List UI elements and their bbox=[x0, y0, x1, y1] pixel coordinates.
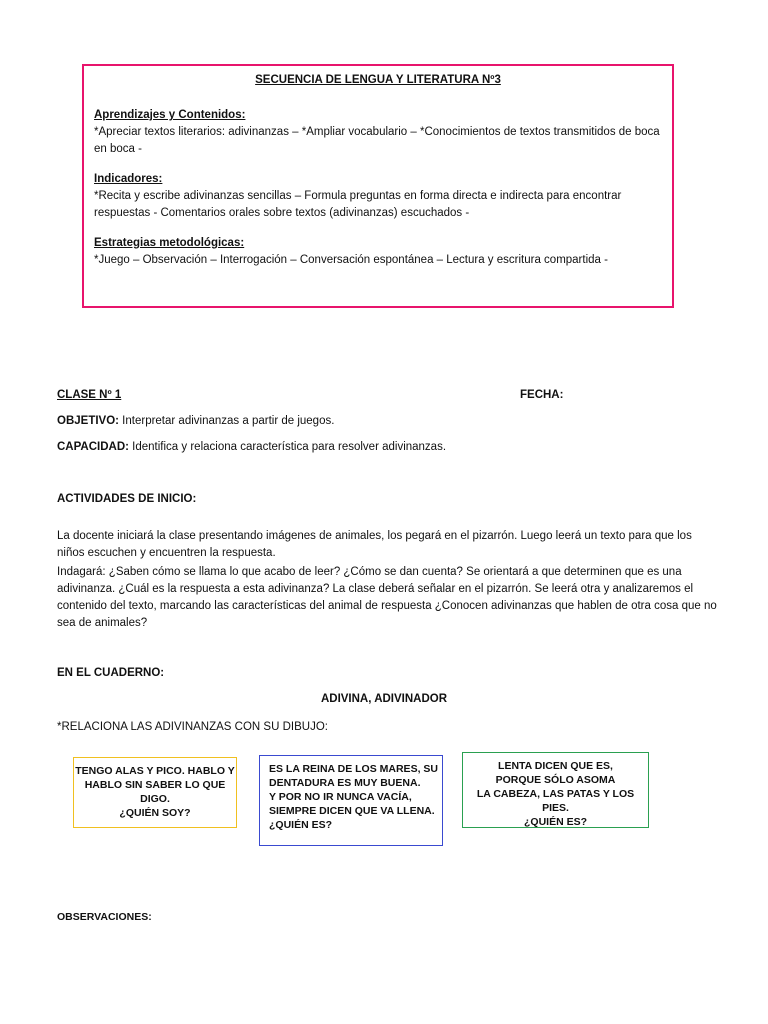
riddle-line: ES LA REINA DE LOS MARES, SU bbox=[269, 763, 438, 775]
start-activities-paragraph-2: Indagará: ¿Saben cómo se llama lo que acabo de leer? ¿Cómo se dan cuenta? Se orientará a que determinen que es una adivinanza. ¿Cuál es la respuesta a esta adivinanza? La clase deberá señalar en el pizarrón. Se leerá otra y analizaremos el contenido del texto, marcando las características del animal de respuesta ¿Conocen adivinanzas que hablen de otra cosa que no sea de animales? bbox=[57, 566, 717, 629]
riddle-line: ¿QUIÉN SOY? bbox=[119, 807, 191, 819]
strategies-heading: Estrategias metodológicas: bbox=[94, 237, 245, 249]
riddle-line: LENTA DICEN QUE ES, bbox=[498, 760, 613, 772]
riddle-box-turtle bbox=[462, 752, 649, 828]
class-label: CLASE Nº 1 bbox=[57, 389, 122, 401]
objective-label: OBJETIVO: bbox=[57, 415, 119, 427]
riddle-line: HABLO SIN SABER LO QUE bbox=[84, 779, 226, 791]
header-box bbox=[82, 64, 674, 308]
riddle-box-parrot bbox=[73, 757, 237, 828]
objective-text: Interpretar adivinanzas a partir de juegos. bbox=[118, 415, 335, 427]
capacity-label: CAPACIDAD: bbox=[57, 441, 129, 453]
start-activities-paragraph-1: La docente iniciará la clase presentando imágenes de animales, los pegará en el pizarrón. Luego leerá un texto para que los niños escuchen y encuentren la respuesta. bbox=[57, 530, 692, 559]
riddle-line: ¿QUIÉN ES? bbox=[523, 816, 587, 828]
riddle-instruction: *RELACIONA LAS ADIVINANZAS CON SU DIBUJO: bbox=[57, 721, 328, 733]
riddle-title: ADIVINA, ADIVINADOR bbox=[320, 693, 448, 705]
riddle-line: SIEMPRE DICEN QUE VA LLENA. bbox=[269, 805, 435, 817]
start-activities-heading: ACTIVIDADES DE INICIO: bbox=[57, 493, 197, 505]
riddle-line: ¿QUIÉN ES? bbox=[269, 819, 333, 831]
objective-line bbox=[57, 413, 334, 430]
capacity-text: Identifica y relaciona característica para resolver adivinanzas. bbox=[128, 441, 447, 453]
riddle-box-whale bbox=[259, 755, 443, 846]
riddle-line: TENGO ALAS Y PICO. HABLO Y bbox=[75, 765, 235, 777]
learning-heading: Aprendizajes y Contenidos: bbox=[94, 109, 246, 121]
observations-label: OBSERVACIONES: bbox=[57, 911, 152, 923]
riddle-line: LA CABEZA, LAS PATAS Y LOS PIES. bbox=[476, 788, 635, 814]
riddle-line: Y POR NO IR NUNCA VACÍA, bbox=[269, 791, 412, 803]
indicators-text: *Recita y escribe adivinanzas sencillas – Formula preguntas en forma directa e indirecta para encontrar respuestas - Comentarios orales sobre textos (adivinanzas) escuchados - bbox=[94, 190, 622, 219]
riddle-line: DENTADURA ES MUY BUENA. bbox=[269, 777, 421, 789]
strategies-text: *Juego – Observación – Interrogación – Conversación espontánea – Lectura y escritura compartida - bbox=[94, 254, 608, 266]
learning-text: *Apreciar textos literarios: adivinanzas – *Ampliar vocabulario – *Conocimientos de textos transmitidos de boca en boca - bbox=[94, 126, 660, 155]
notebook-heading: EN EL CUADERNO: bbox=[57, 667, 165, 679]
riddle-line: DIGO. bbox=[140, 793, 170, 805]
riddle-line: PORQUE SÓLO ASOMA bbox=[495, 774, 616, 786]
date-label: FECHA: bbox=[520, 389, 564, 401]
capacity-line bbox=[57, 439, 446, 456]
indicators-heading: Indicadores: bbox=[94, 173, 163, 185]
sequence-title: SECUENCIA DE LENGUA Y LITERATURA Nº3 bbox=[255, 74, 501, 86]
